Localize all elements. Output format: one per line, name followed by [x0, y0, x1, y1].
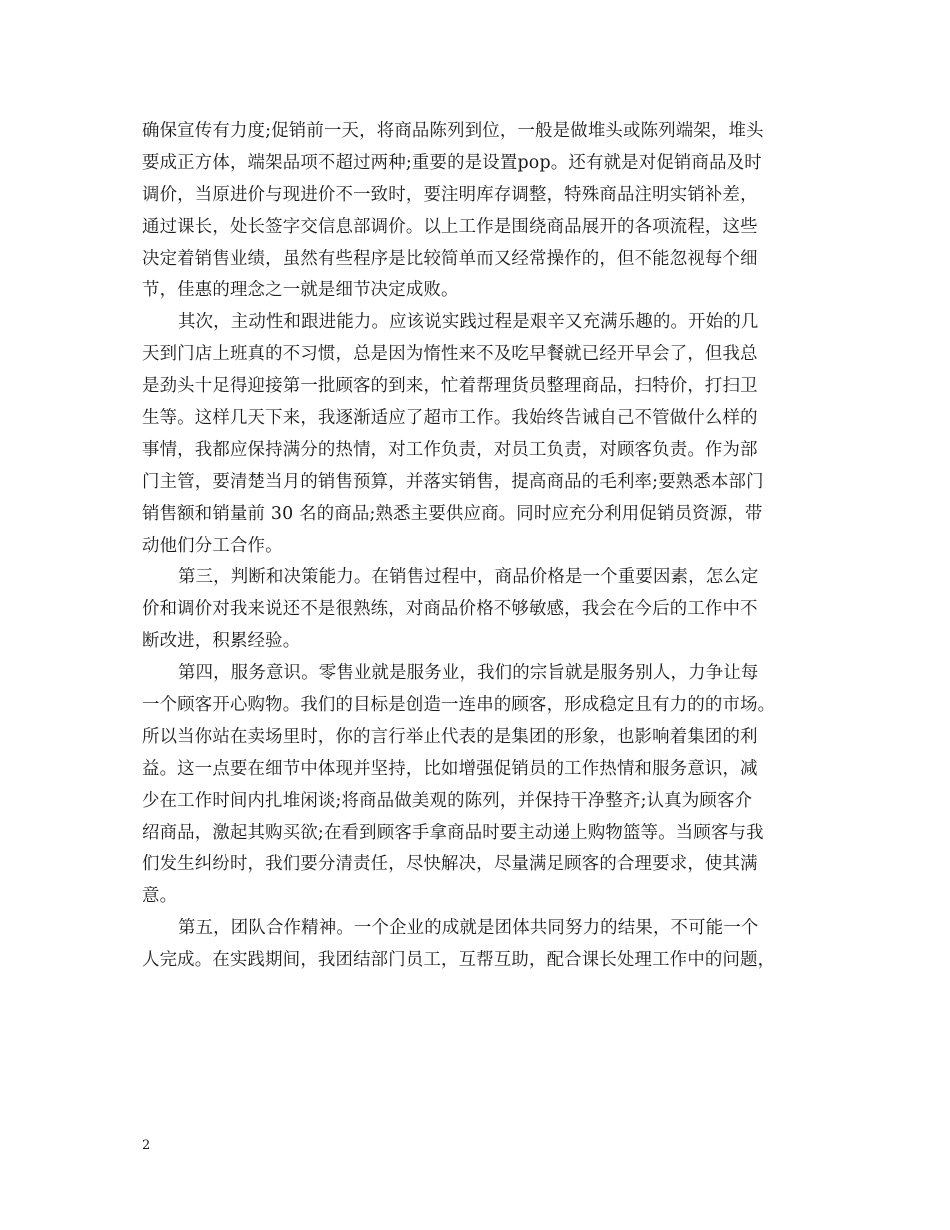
text-line: 调价，当原进价与现进价不一致时，要注明库存调整，特殊商品注明实销补差， — [142, 184, 758, 205]
document-body — [142, 116, 814, 977]
text-line: 绍商品，激起其购买欲;在看到顾客手拿商品时要主动递上购物篮等。当顾客与我 — [142, 822, 764, 843]
paragraph-first-line: 第四，服务意识。零售业就是服务业，我们的宗旨就是服务别人，力争让每 — [178, 663, 759, 684]
paragraph-first-line: 第三，判断和决策能力。在销售过程中，商品价格是一个重要因素，怎么定 — [178, 567, 759, 588]
text-line: 是劲头十足得迎接第一批顾客的到来，忙着帮理货员整理商品，扫特价，打扫卫 — [142, 376, 758, 397]
text-line: 少在工作时间内扎堆闲谈;将商品做美观的陈列，并保持干净整齐;认真为顾客介 — [142, 790, 753, 811]
text-line: 要成正方体，端架品项不超过两种;重要的是设置pop。还有就是对促销商品及时 — [142, 152, 762, 173]
paragraph-first-line: 其次，主动性和跟进能力。应该说实践过程是艰辛又充满乐趣的。开始的几 — [178, 312, 759, 333]
text-line: 通过课长，处长签字交信息部调价。以上工作是围绕商品展开的各项流程，这些 — [142, 216, 758, 237]
text-line: 一个顾客开心购物。我们的目标是创造一连串的顾客，形成稳定且有力的的市场。 — [142, 695, 776, 716]
text-line: 动他们分工合作。 — [142, 535, 283, 556]
text-line: 们发生纠纷时，我们要分清责任，尽快解决，尽量满足顾客的合理要求，使其满 — [142, 854, 758, 875]
text-line: 所以当你站在卖场里时，你的言行举止代表的是集团的形象，也影响着集团的利 — [142, 726, 758, 747]
text-line: 人完成。在实践期间，我团结部门员工，互帮互助，配合课长处理工作中的问题， — [142, 950, 776, 971]
text-line: 门主管，要清楚当月的销售预算，并落实销售，提高商品的毛利率;要熟悉本部门 — [142, 471, 764, 492]
text-line: 断改进，积累经验。 — [142, 631, 301, 652]
text-line: 生等。这样几天下来，我逐渐适应了超市工作。我始终告诫自己不管做什么样的 — [142, 408, 758, 429]
text-line: 意。 — [142, 886, 178, 907]
text-line: 销售额和销量前 30 名的商品;熟悉主要供应商。同时应充分利用促销员资源，带 — [142, 503, 763, 524]
text-line: 益。这一点要在细节中体现并坚持，比如增强促销员的工作热情和服务意识，减 — [142, 758, 758, 779]
text-line: 价和调价对我来说还不是很熟练，对商品价格不够敏感，我会在今后的工作中不 — [142, 599, 758, 620]
paragraph-first-line: 第五，团队合作精神。一个企业的成就是团体共同努力的结果，不可能一个 — [178, 918, 759, 939]
text-line: 天到门店上班真的不习惯，总是因为惰性来不及吃早餐就已经开早会了，但我总 — [142, 344, 758, 365]
text-line: 节，佳惠的理念之一就是细节决定成败。 — [142, 280, 459, 301]
text-line: 确保宣传有力度;促销前一天，将商品陈列到位，一般是做堆头或陈列端架，堆头 — [142, 121, 764, 141]
page-number: 2 — [142, 1138, 151, 1153]
text-line: 决定着销售业绩，虽然有些程序是比较简单而又经常操作的，但不能忽视每个细 — [142, 248, 758, 269]
text-line: 事情，我都应保持满分的热情，对工作负责，对员工负责，对顾客负责。作为部 — [142, 439, 758, 460]
